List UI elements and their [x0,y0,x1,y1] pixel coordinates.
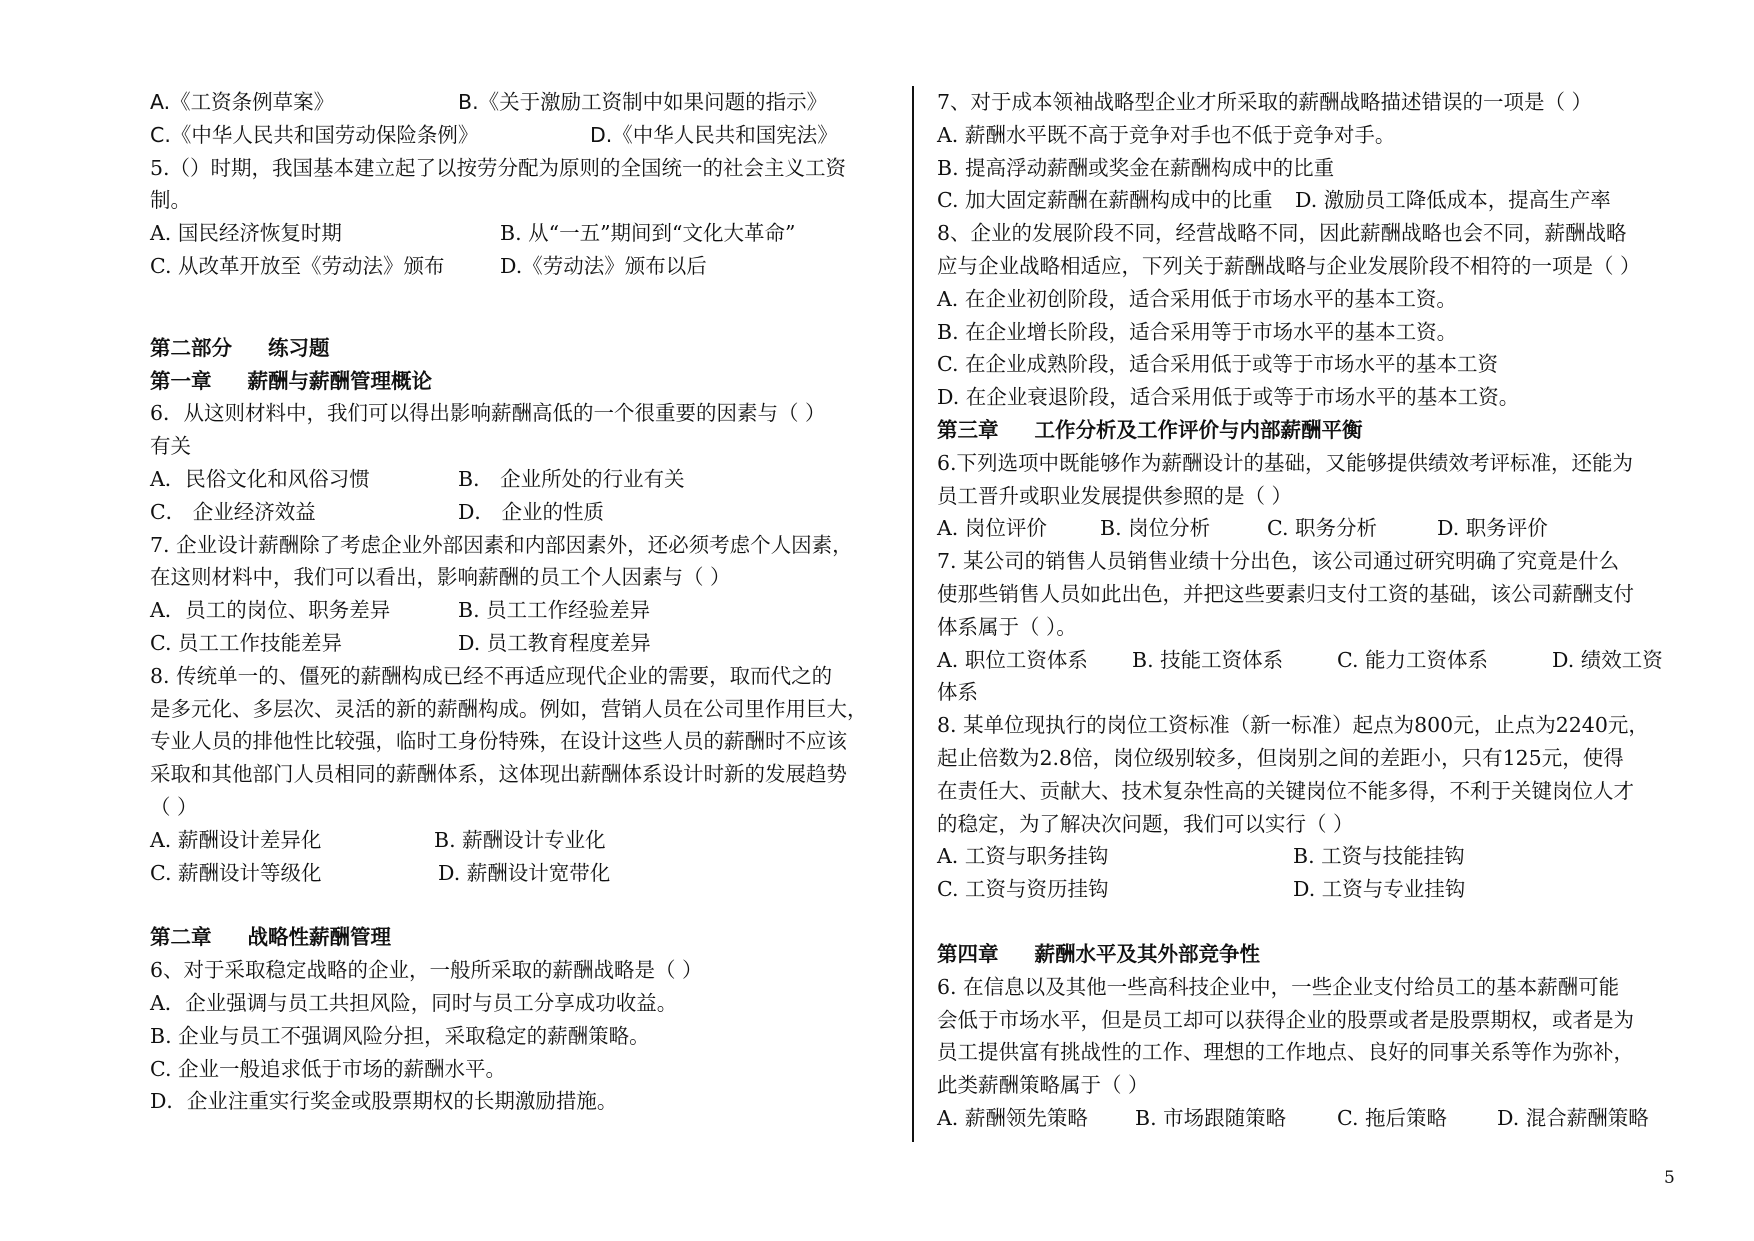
ch3-q6-options-row [937,512,1697,545]
left-column [150,86,900,1118]
chapter-2-number: 第二章 [150,925,212,950]
ch4-q6-options-row [937,1102,1697,1135]
ch2-q8-option-d: D. 在企业衰退阶段，适合采用低于或等于市场水平的基本工资。 [937,385,1520,410]
ch3-q8-option-a: A. 工资与职务挂钩 [937,844,1109,869]
ch1-q6-stem-line-2: 有关 [150,434,191,459]
ch3-q7-option-b: B. 技能工资体系 [1132,647,1284,672]
spacer [150,283,900,332]
part-heading [150,332,900,365]
chapter-2-title: 战略性薪酬管理 [247,925,391,950]
ch1-q6-options-row-1 [150,463,900,496]
ch1-q8-stem-line-5: （ ） [150,794,198,819]
ch3-q8-options-row-2 [937,873,1697,906]
ch3-q6-option-d: D. 职务评价 [1437,516,1548,541]
q5-option-b: B. 从“一五”期间到“文化大革命” [500,221,796,246]
ch2-q6-stem: 6、对于采取稳定战略的企业，一般所采取的薪酬战略是（ ） [150,958,703,983]
ch2-q8-option-b: B. 在企业增长阶段，适合采用等于市场水平的基本工资。 [937,319,1458,344]
ch2-q6-option-c: C. 企业一般追求低于市场的薪酬水平。 [150,1056,506,1081]
ch1-q7-stem-line-1: 7. 企业设计薪酬除了考虑企业外部因素和内部因素外，还必须考虑个人因素， [150,532,853,557]
ch1-q7-options-row-1 [150,594,900,627]
ch2-q6-option-d: D．企业注重实行奖金或股票期权的长期激励措施。 [150,1089,618,1114]
ch3-q6-stem-line-2: 员工晋升或职业发展提供参照的是（ ） [937,483,1293,508]
ch3-q6-option-c: C. 职务分析 [1267,516,1377,541]
ch2-q7-stem: 7、对于成本领袖战略型企业才所采取的薪酬战略描述错误的一项是（ ） [937,90,1593,114]
ch2-q7-options-row-cd [937,184,1697,217]
ch2-q8-option-c: C. 在企业成熟阶段，适合采用低于或等于市场水平的基本工资 [937,352,1498,377]
page-number: 5 [1664,1168,1675,1188]
question-5-stem-line-1: 5.（）时期，我国基本建立起了以按劳分配为原则的全国统一的社会主义工资 [150,155,847,180]
ch3-q8-stem-line-1: 8. 某单位现执行的岗位工资标准（新一标准）起点为800元，止点为2240元， [937,713,1649,738]
ch4-q6-option-a: A. 薪酬领先策略 [937,1105,1088,1130]
ch1-q8-option-a: A. 薪酬设计差异化 [150,827,322,852]
q5-option-a: A. 国民经济恢复时期 [150,221,342,246]
chapter-3-title: 工作分析及工作评价与内部薪酬平衡 [1034,417,1363,442]
ch3-q7-option-d-continued: 体系 [937,680,978,705]
chapter-3-number: 第三章 [937,417,999,442]
ch4-q6-stem-line-3: 员工提供富有挑战性的工作、理想的工作地点、良好的同事关系等作为弥补， [937,1040,1634,1065]
ch3-q7-option-a: A. 职位工资体系 [937,647,1088,672]
ch2-q8-stem-line-2: 应与企业战略相适应，下列关于薪酬战略与企业发展阶段不相符的一项是（ ） [937,253,1641,278]
question-5-options-row-2 [150,250,900,283]
spacer [150,889,900,921]
ch3-q7-option-c: C. 能力工资体系 [1337,647,1488,672]
part-heading-title: 练习题 [268,335,330,360]
ch2-q8-option-a: A. 在企业初创阶段，适合采用低于市场水平的基本工资。 [937,286,1457,311]
right-column [937,86,1697,1135]
ch3-q8-options-row-1 [937,840,1697,873]
q4-option-d: D.《中华人民共和国宪法》 [590,122,838,147]
chapter-2-heading [150,921,900,954]
ch2-q7-option-c: C. 加大固定薪酬在薪酬构成中的比重 [937,188,1273,213]
ch3-q7-options-row [937,644,1697,677]
ch3-q8-option-c: C. 工资与资历挂钩 [937,877,1109,902]
spacer [937,906,1697,938]
ch1-q7-options-row-2 [150,627,900,660]
ch3-q7-stem-line-3: 体系属于（ ）。 [937,614,1077,639]
q5-option-c: C. 从改革开放至《劳动法》颁布 [150,253,445,278]
ch1-q6-stem-line-1: 6．从这则材料中，我们可以得出影响薪酬高低的一个很重要的因素与（ ） [150,401,826,426]
ch3-q6-option-a: A. 岗位评价 [937,516,1047,541]
ch4-q6-stem-line-1: 6. 在信息以及其他一些高科技企业中，一些企业支付给员工的基本薪酬可能 [937,974,1620,999]
ch1-q6-option-a: A．民俗文化和风俗习惯 [150,466,370,491]
ch1-q8-stem-line-3: 专业人员的排他性比较强，临时工身份特殊，在设计这些人员的薪酬时不应该 [150,729,847,754]
ch1-q6-option-c: C． 企业经济效益 [150,499,316,524]
ch1-q8-option-c: C. 薪酬设计等级化 [150,860,322,885]
ch3-q8-stem-line-2: 起止倍数为2.8倍，岗位级别较多，但岗别之间的差距小，只有125元，使得 [937,745,1624,770]
ch3-q6-stem-line-1: 6.下列选项中既能够作为薪酬设计的基础，又能够提供绩效考评标准，还能为 [937,450,1634,475]
ch3-q6-option-b: B. 岗位分析 [1100,516,1211,541]
ch4-q6-option-b: B. 市场跟随策略 [1135,1105,1287,1130]
question-4-options-row-2 [150,119,900,152]
chapter-3-heading [937,414,1697,447]
ch2-q7-option-a: A. 薪酬水平既不高于竞争对手也不低于竞争对手。 [937,122,1396,147]
ch1-q7-option-b: B. 员工工作经验差异 [458,598,651,623]
ch3-q7-stem-line-1: 7. 某公司的销售人员销售业绩十分出色，该公司通过研究明确了究竟是什么 [937,549,1620,574]
chapter-4-number: 第四章 [937,941,999,966]
ch1-q8-option-d: D. 薪酬设计宽带化 [438,860,611,885]
ch1-q8-options-row-1 [150,824,900,857]
q5-option-d: D.《劳动法》颁布以后 [500,253,707,278]
ch2-q6-option-a: A．企业强调与员工共担风险，同时与员工分享成功收益。 [150,990,678,1015]
question-5-stem-line-2: 制。 [150,188,191,213]
ch2-q7-option-d: D. 激励员工降低成本，提高生产率 [1295,188,1611,213]
question-4-options-row-1 [150,86,900,119]
ch2-q8-stem-line-1: 8、企业的发展阶段不同，经营战略不同，因此薪酬战略也会不同，薪酬战略 [937,221,1627,246]
ch2-q6-option-b: B. 企业与员工不强调风险分担，采取稳定的薪酬策略。 [150,1023,650,1048]
ch4-q6-stem-line-2: 会低于市场水平，但是员工却可以获得企业的股票或者是股票期权，或者是为 [937,1007,1634,1032]
chapter-4-title: 薪酬水平及其外部竞争性 [1034,941,1260,966]
q4-option-b: B.《关于激励工资制中如果问题的指示》 [458,90,828,114]
chapter-1-heading [150,365,900,398]
ch3-q8-option-d: D. 工资与专业挂钩 [1293,877,1466,902]
question-5-options-row-1 [150,217,900,250]
chapter-1-number: 第一章 [150,368,212,393]
part-heading-number: 第二部分 [150,335,232,360]
ch1-q7-option-a: A．员工的岗位、职务差异 [150,598,391,623]
ch1-q6-option-d: D． 企业的性质 [458,499,604,524]
column-divider [912,86,914,1142]
ch1-q8-options-row-2 [150,857,900,890]
ch1-q6-option-b: B． 企业所处的行业有关 [458,466,685,491]
ch3-q8-stem-line-3: 在责任大、贡献大、技术复杂性高的关键岗位不能多得，不利于关键岗位人才 [937,778,1634,803]
ch3-q7-option-d: D. 绩效工资 [1552,647,1663,672]
ch1-q6-options-row-2 [150,496,900,529]
ch3-q7-stem-line-2: 使那些销售人员如此出色，并把这些要素归支付工资的基础，该公司薪酬支付 [937,581,1634,606]
ch1-q7-option-d: D. 员工教育程度差异 [458,630,651,655]
ch1-q7-stem-line-2: 在这则材料中，我们可以看出，影响薪酬的员工个人因素与（ ） [150,565,731,590]
q4-option-c: C.《中华人民共和国劳动保险条例》 [150,122,479,147]
ch1-q7-option-c: C. 员工工作技能差异 [150,630,342,655]
chapter-1-title: 薪酬与薪酬管理概论 [247,368,432,393]
ch1-q8-stem-line-1: 8. 传统单一的、僵死的薪酬构成已经不再适应现代企业的需要，取而代之的 [150,663,833,688]
ch1-q8-option-b: B. 薪酬设计专业化 [434,827,606,852]
q4-option-a: A.《工资条例草案》 [150,90,335,114]
ch4-q6-stem-line-4: 此类薪酬策略属于（ ） [937,1073,1149,1098]
ch3-q8-option-b: B. 工资与技能挂钩 [1293,844,1465,869]
ch1-q8-stem-line-4: 采取和其他部门人员相同的薪酬体系，这体现出薪酬体系设计时新的发展趋势 [150,762,847,787]
ch4-q6-option-d: D. 混合薪酬策略 [1497,1105,1649,1130]
ch4-q6-option-c: C. 拖后策略 [1337,1105,1447,1130]
ch2-q7-option-b: B. 提高浮动薪酬或奖金在薪酬构成中的比重 [937,155,1335,180]
ch1-q8-stem-line-2: 是多元化、多层次、灵活的新的薪酬构成。例如，营销人员在公司里作用巨大， [150,696,868,721]
chapter-4-heading [937,938,1697,971]
ch3-q8-stem-line-4: 的稳定，为了解决次问题，我们可以实行（ ） [937,811,1354,836]
